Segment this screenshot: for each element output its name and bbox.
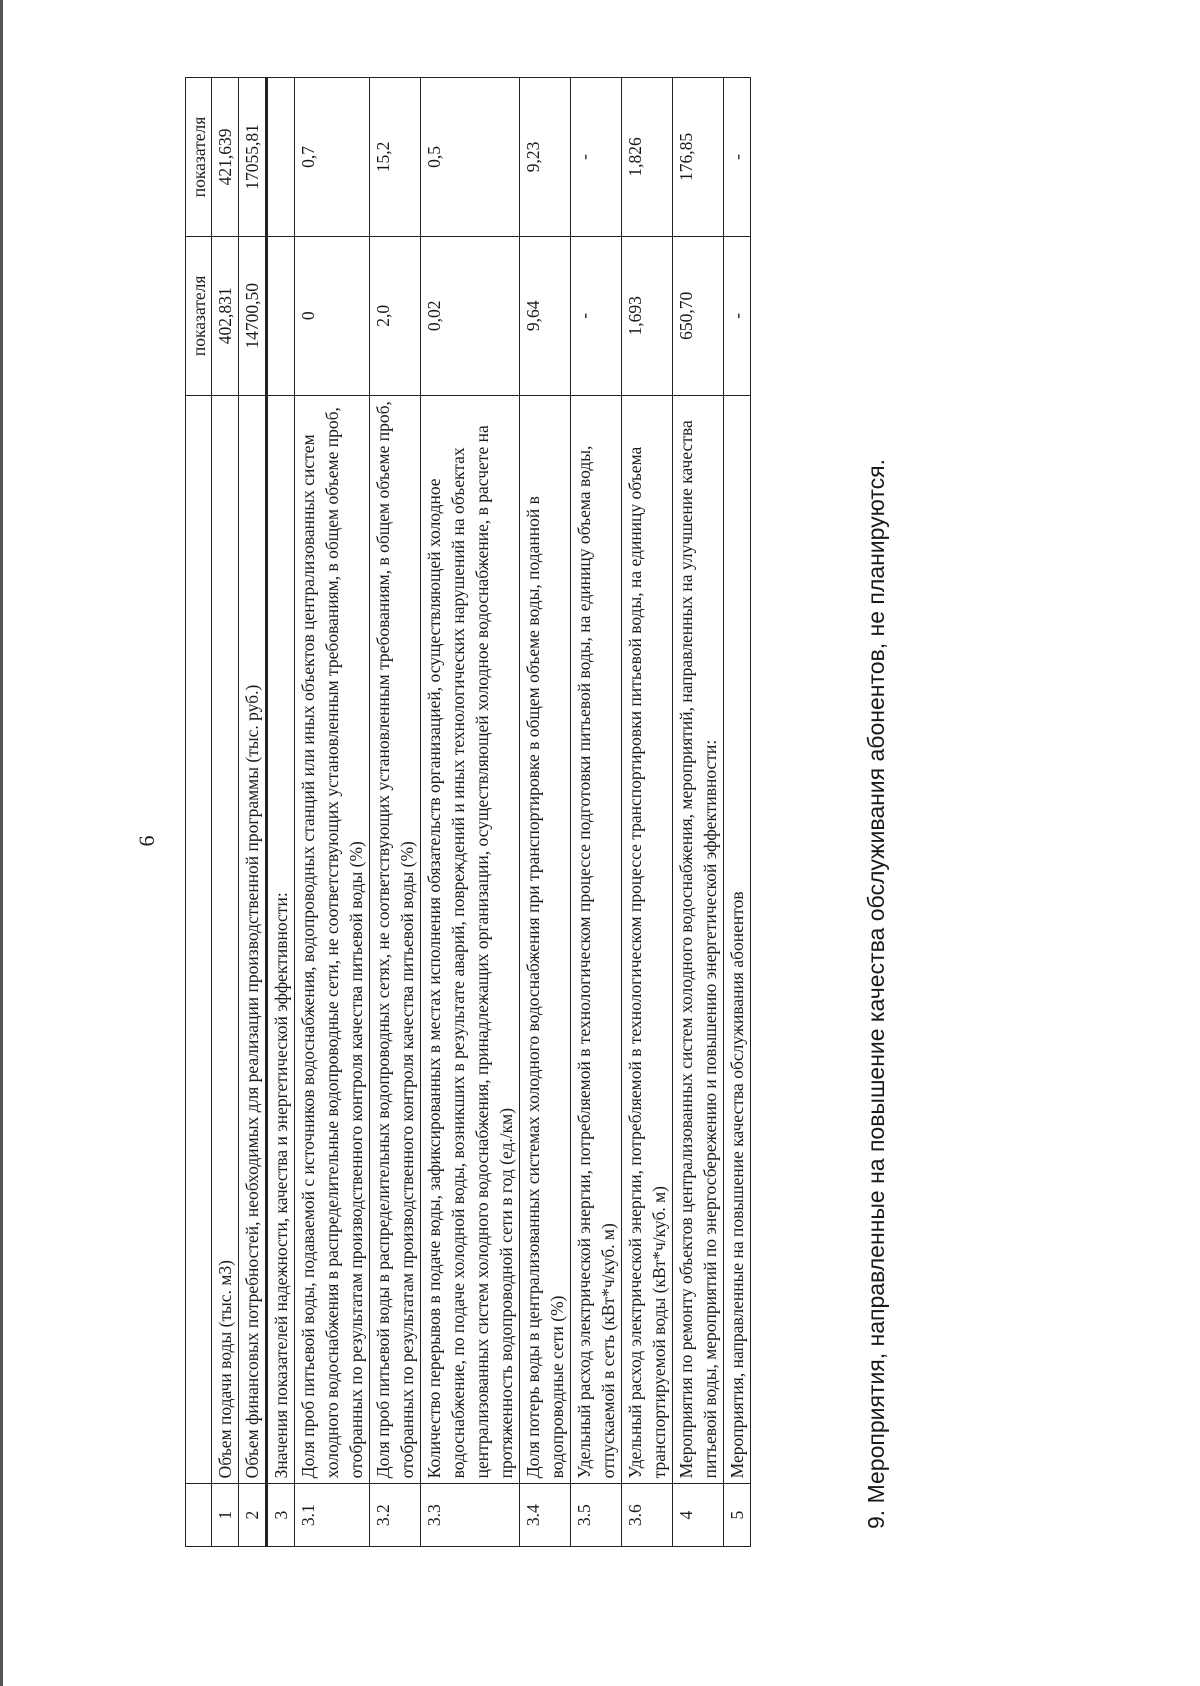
row-number: 3.5 (571, 1484, 622, 1547)
row-value-a: 14700,50 (239, 236, 267, 395)
table-row (295, 78, 370, 1547)
header-cell-value-b: показателя (186, 78, 212, 237)
row-number: 3 (267, 1484, 295, 1547)
row-value-b: 1,826 (622, 78, 673, 237)
header-cell-num (186, 1484, 212, 1547)
row-number: 1 (212, 1484, 239, 1547)
row-value-a: 650,70 (673, 236, 724, 395)
row-name: Доля потерь воды в централизованных системах холодного водоснабжения при транспортировке в общем объеме воды, поданной в водопроводные сети (%) (520, 395, 571, 1484)
row-value-a: - (724, 236, 751, 395)
row-name: Значения показателей надежности, качества и энергетической эффективности: (267, 395, 295, 1484)
row-name: Удельный расход электрической энергии, потребляемой в технологическом процессе подготовки питьевой воды, на единицу объема воды, отпускаемой в сеть (кВт*ч/куб. м) (571, 395, 622, 1484)
row-value-b: - (571, 78, 622, 237)
row-name: Объем финансовых потребностей, необходимых для реализации производственной программы (тыс. руб.) (239, 395, 267, 1484)
table-row (571, 78, 622, 1547)
row-name: Объем подачи воды (тыс. м3) (212, 395, 239, 1484)
row-number: 3.6 (622, 1484, 673, 1547)
row-name: Доля проб питьевой воды, подаваемой с источников водоснабжения, водопроводных станций или иных объектов централизованных систем холодного водоснабжения в распределительные водопроводные сети, не соответствующих установленным требованиям, в общем объеме проб, отобранных по результатам производственного контроля качества питьевой воды (%) (295, 395, 370, 1484)
row-value-b: 17055,81 (239, 78, 267, 237)
row-number: 4 (673, 1484, 724, 1547)
page-edge-line (0, 0, 3, 1686)
header-cell-name (186, 395, 212, 1484)
row-number: 2 (239, 1484, 267, 1547)
row-name: Удельный расход электрической энергии, потребляемой в технологическом процессе транспортировки питьевой воды, на единицу объема транспортируемой воды (кВт*ч/куб. м) (622, 395, 673, 1484)
page-number: 6 (134, 835, 159, 847)
row-number: 3.4 (520, 1484, 571, 1547)
row-name: Мероприятия, направленные на повышение качества обслуживания абонентов (724, 395, 751, 1484)
row-value-a: 402,831 (212, 236, 239, 395)
row-name: Количество перерывов в подаче воды, зафиксированных в местах исполнения обязательств организацией, осуществляющей холодное водоснабжение, по подаче холодной воды, возникших в результате аварий, повреждений и иных технологических нарушений на объектах централизованных систем холодного водоснабжения, принадлежащих организации, осуществляющей холодное водоснабжение, в расчете на протяженность водопроводной сети в год (ед./км) (421, 395, 520, 1484)
row-value-a: 0 (295, 236, 370, 395)
row-value-a (267, 236, 295, 395)
table-row (520, 78, 571, 1547)
row-number: 3.2 (370, 1484, 421, 1547)
table-row (673, 78, 724, 1547)
row-value-b: 9,23 (520, 78, 571, 237)
table-header-row (186, 78, 212, 1547)
row-number: 3.3 (421, 1484, 520, 1547)
row-value-a: 1,693 (622, 236, 673, 395)
table-row (212, 78, 239, 1547)
table-row (421, 78, 520, 1547)
table-row (724, 78, 751, 1547)
table-row (370, 78, 421, 1547)
row-value-b: 15,2 (370, 78, 421, 237)
row-number: 5 (724, 1484, 751, 1547)
rotated-page-content (185, 77, 935, 1547)
row-value-b: 176,85 (673, 78, 724, 237)
row-value-b: 0,7 (295, 78, 370, 237)
row-value-b (267, 78, 295, 237)
row-number: 3.1 (295, 1484, 370, 1547)
row-name: Доля проб питьевой воды в распределительных водопроводных сетях, не соответствующих установленным требованиям, в общем объеме проб, отобранных по результатам производственного контроля качества питьевой воды (%) (370, 395, 421, 1484)
row-value-a: 9,64 (520, 236, 571, 395)
row-name: Мероприятия по ремонту объектов централизованных систем холодного водоснабжения, мероприятий, направленных на улучшение качества питьевой воды, мероприятий по энергосбережению и повышению энергетической эффективности: (673, 395, 724, 1484)
table-row (622, 78, 673, 1547)
row-value-a: - (571, 236, 622, 395)
table-row (267, 78, 295, 1547)
indicators-table (185, 77, 751, 1547)
row-value-b: - (724, 78, 751, 237)
row-value-b: 421,639 (212, 78, 239, 237)
header-cell-value-a: показателя (186, 236, 212, 395)
row-value-a: 0,02 (421, 236, 520, 395)
row-value-b: 0,5 (421, 78, 520, 237)
footer-note: 9. Мероприятия, направленные на повышение качества обслуживания абонентов, не планируются. (863, 458, 889, 1529)
table-row (239, 78, 267, 1547)
row-value-a: 2,0 (370, 236, 421, 395)
